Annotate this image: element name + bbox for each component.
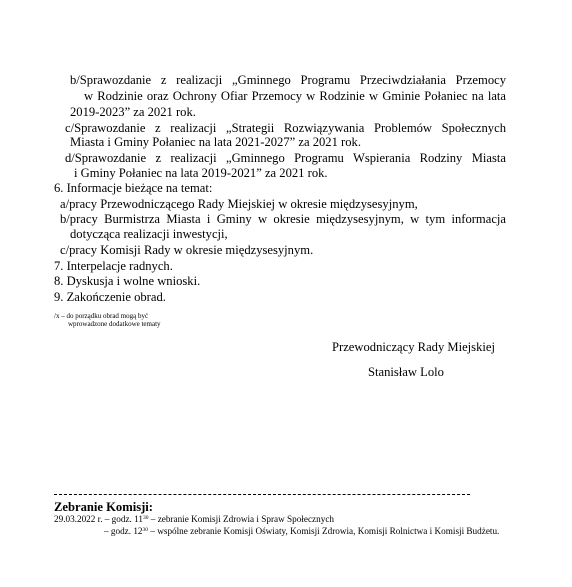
komisja-title: Zebranie Komisji: xyxy=(54,500,153,514)
footnote-line2: wprowadzone dodatkowe tematy xyxy=(68,320,161,328)
point-6-a: a/pracy Przewodniczącego Rady Miejskiej w okresie międzysesyjnym, xyxy=(60,197,418,211)
item-b-line1: b/Sprawozdanie z realizacji „Gminnego Programu Przeciwdziałania Przemocy xyxy=(70,73,506,87)
point-8: 8. Dyskusja i wolne wnioski. xyxy=(54,274,201,288)
item-c-line1: c/Sprawozdanie z realizacji „Strategii Rozwiązywania Problemów Społecznych xyxy=(65,121,506,135)
dashed-divider xyxy=(54,494,470,495)
item-b-line3: 2019-2023” za 2021 rok. xyxy=(70,105,196,119)
signature-role: Przewodniczący Rady Miejskiej xyxy=(332,340,495,354)
item-d-line2: i Gminy Połaniec na lata 2019-2021” za 2021 rok. xyxy=(74,166,328,180)
point-7: 7. Interpelacje radnych. xyxy=(54,259,173,273)
point-6-heading: 6. Informacje bieżące na temat: xyxy=(54,181,213,195)
item-c-line2: Miasta i Gminy Połaniec na lata 2021-2027” za 2021 rok. xyxy=(70,135,361,149)
point-6-c: c/pracy Komisji Rady w okresie międzysesyjnym. xyxy=(60,243,314,257)
item-b-line2: w Rodzinie oraz Ochrony Ofiar Przemocy w Rodzinie w Gminie Połaniec na lata xyxy=(84,89,506,103)
point-6-b-line2: dotycząca realizacji inwestycji, xyxy=(70,227,228,241)
point-6-b-line1: b/pracy Burmistrza Miasta i Gminy w okresie międzysesyjnym, w tym informacja xyxy=(60,212,506,226)
footnote-line1: /x – do porządku obrad mogą być xyxy=(54,312,149,320)
komisja-line2: – godz. $12^{30}$ – wspólne zebranie Komisji Oświaty, Komisji Zdrowia, Komisji Rolnictwa i Komisji Budżetu. xyxy=(104,526,500,536)
point-9: 9. Zakończenie obrad. xyxy=(54,290,166,304)
item-d-line1: d/Sprawozdanie z realizacji „Gminnego Programu Wspierania Rodziny Miasta xyxy=(65,151,506,165)
signature-name: Stanisław Lolo xyxy=(368,365,444,379)
komisja-line1: 29.03.2022 r. – godz. $11^{30}$ – zebranie Komisji Zdrowia i Spraw Społecznych xyxy=(54,514,334,524)
